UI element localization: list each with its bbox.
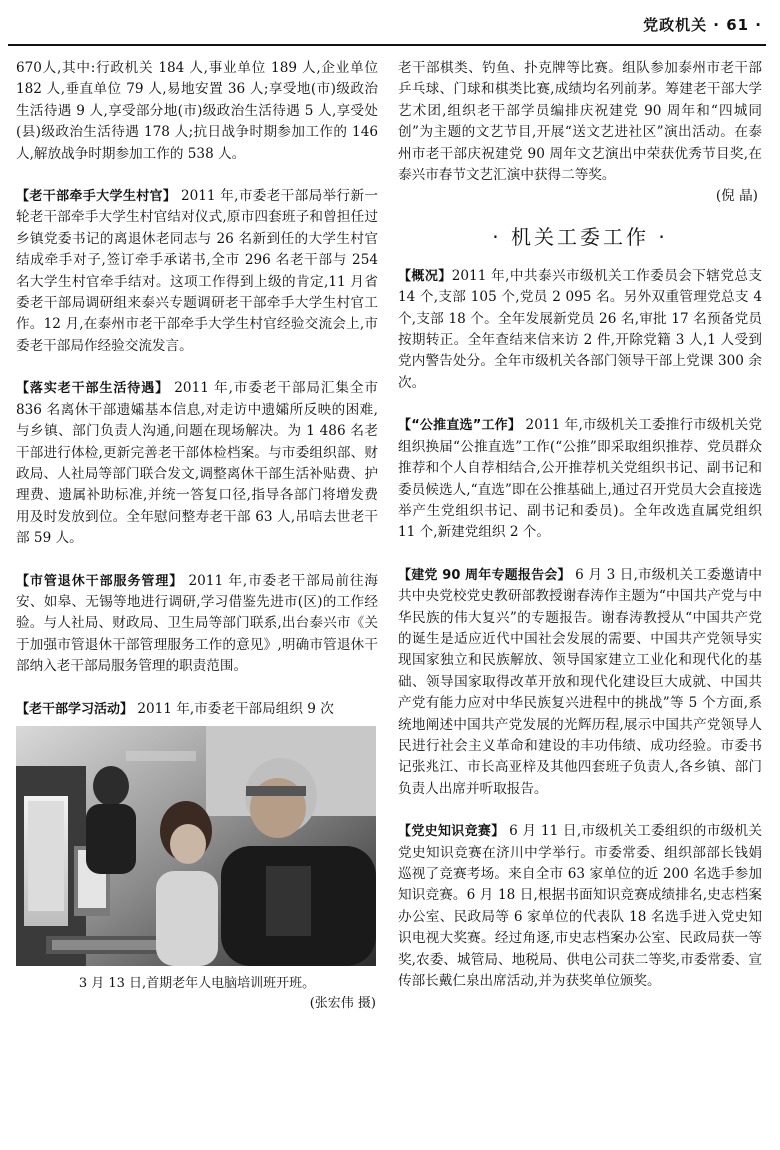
computer-class-photo — [16, 726, 376, 966]
section-body: 6 月 3 日,市级机关工委邀请中共中央党校党史教研部教授谢春涛作主题为“中国共产党与中华民族的伟大复兴”的专题报告。谢春涛教授从“中国共产党的诞生是适应近代中国社会发展的需要、中国共产党领导实现国家独立和民族解放、领导国家建立工业化和现代化的基础、领导国家取得改革开放和现代化建设巨大成就、中国共产党有能力应对中华民族复兴进程中的挑战”等 5 个方面,系统地阐述中国共产党发展的光辉历程,展示中国共产党领导人民进行社会主义革命和建设的丰功伟绩、成功经验。市委书记张兆江、市长高亚梓及其他四套班子负责人,各乡镇、部门负责人出席并听取报告。 — [398, 566, 762, 797]
photo-credit: (张宏伟 摄) — [309, 995, 376, 1011]
right-column — [398, 58, 762, 992]
left-column — [16, 58, 378, 1014]
section-heading: 【概况】 — [398, 268, 452, 284]
header-rule — [8, 44, 766, 46]
section-heading: 【老干部学习活动】 — [16, 701, 134, 717]
section-heading: 【落实老干部生活待遇】 — [16, 381, 170, 397]
section-body: 6 月 11 日,市级机关工委组织的市级机关党史知识竞赛在济川中学举行。市委常委、组织部部长钱娟巡视了竞赛考场。来自全市 63 家单位的近 200 名选手参加知识竞赛。6 月 18 日,根据书面知识竞赛成绩排名,史志档案办公室、民政局等 6 家单位的代表队 18 名选手进入党史知识电视大奖赛。经过角逐,市史志档案办公室、民政局获一等奖,农委、城管局、地税局、供电公司获二等奖,市委常委、宣传部长戴仁泉出席活动,并为获奖单位颁奖。 — [398, 823, 762, 990]
continued-paragraph — [398, 58, 762, 208]
section-body: 2011 年,市委老干部局汇集全市 836 名离休干部遗孀基本信息,对走访中遗孀所反映的困难,与乡镇、部门负责人沟通,问题在现场解决。为 1 486 名老干部进行体检,更新完善老干部体检档案。与市委组织部、财政局、人社局等部门联合发文,调整离休干部生活补贴费、护理费、遗属补助标准,并统一答复口径,指导各部门将增发费用及时发放到位。全年慰问整寿老干部 63 人,吊唁去世老干部 59 人。 — [16, 380, 378, 547]
section-heading: 【建党 90 周年专题报告会】 — [398, 567, 571, 583]
section-90th-anniversary-report — [398, 565, 762, 800]
section-heading: 【老干部牵手大学生村官】 — [16, 189, 177, 205]
section-body: 2011 年,中共泰兴市级机关工作委员会下辖党总支 14 个,支部 105 个,党员 2 095 名。另外双重管理党总支 4 个,支部 18 个。全年发展新党员 26 名,审批 17 名预备党员按期转正。全年查结来信来访 2 件,开除党籍 3 人,1 人受到党内警告处分。全年市级机关各部门领导干部上党课 300 余次。 — [398, 267, 762, 391]
section-retired-cadre-management — [16, 571, 378, 678]
section-heading: 【“公推直选”工作】 — [398, 418, 522, 434]
subsection-title: · 机关工委工作 · — [492, 224, 668, 249]
photo-caption: 3 月 13 日,首期老年人电脑培训班开班。 — [78, 975, 316, 991]
section-learning-activities — [16, 699, 378, 720]
section-body: 2011 年,市级机关工委推行市级机关党组织换届“公推直选”工作(“公推”即采取组织推荐、党员群众推荐和个人自荐相结合,公开推荐机关党组织书记、副书记和委员候选人,“直选”即在公推基础上,通过召开党员大会直接选举产生党组织书记、副书记和委员)。全年改选直属党组织 11 个,新建党组织 2 个。 — [398, 417, 762, 541]
section-overview — [398, 266, 762, 394]
section-heading: 【党史知识竞赛】 — [398, 824, 505, 840]
section-body: 老干部棋类、钓鱼、扑克牌等比赛。组队参加泰州市老干部乒乓球、门球和棋类比赛,成绩均名列前茅。筹建老干部大学艺术团,组织老干部学员编排庆祝建党 90 周年和“四城同创”为主题的文艺节目,开展“送文艺进社区”演出活动。在泰州市老干部庆祝建党 90 周年文艺演出中荣获优秀节目奖,在泰兴市春节文艺汇演中获得二等奖。 — [398, 60, 762, 184]
intro-paragraph: 670人,其中:行政机关 184 人,事业单位 189 人,企业单位 182 人,垂直单位 79 人,易地安置 36 人;享受地(市)级政治生活待遇 9 人,享受部分地(市)级政治生活待遇 5 人,享受处(县)级政治生活待遇 178 人;抗日战争时期参加工作的 146 人,解放战争时期参加工作的 538 人。 — [16, 60, 378, 162]
section-body: 2011 年,市委老干部局前往海安、如皋、无锡等地进行调研,学习借鉴先进市(区)的工作经验。与人社局、财政局、卫生局等部门联系,出台泰兴市《关于加强市管退休干部管理服务工作的意见》,明确市管退休干部纳入老干部局服务管理的职责范围。 — [16, 572, 378, 675]
section-party-history-quiz — [398, 821, 762, 992]
photo-illustration — [16, 726, 376, 966]
author-credit: (倪 晶) — [715, 188, 758, 205]
section-body: 2011 年,市委老干部局组织 9 次 — [133, 700, 334, 717]
section-body: 2011 年,市委老干部局举行新一轮老干部牵手大学生村官结对仪式,原市四套班子和曾担任过乡镇党委书记的离退休老同志与 26 名新到任的大学生村官结成牵手对子,签订牵手承诺书,全市 296 名老干部与 254 名大学生村官牵手结对。这项工作得到上级的肯定,11 月省委老干部局调研组来泰兴专题调研老干部牵手大学生村官工作。12 月,在泰州市老干部牵手大学生村官经验交流会上,市委老干部局作经验交流发言。 — [16, 188, 378, 354]
section-public-recommendation-election — [398, 415, 762, 543]
section-living-benefits — [16, 378, 378, 549]
page-header — [0, 0, 780, 46]
section-cadre-village-official — [16, 186, 378, 357]
running-head: 党政机关 · 61 · — [643, 16, 762, 34]
section-heading: 【市管退休干部服务管理】 — [16, 573, 184, 589]
